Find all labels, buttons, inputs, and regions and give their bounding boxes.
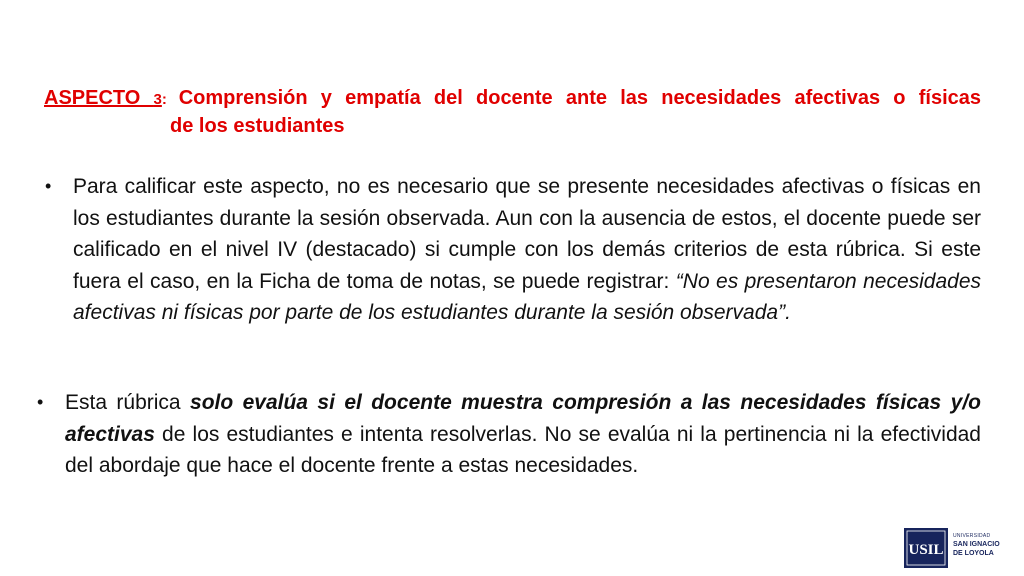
bullet-2-emphasis: solo evalúa si el docente muestra compresión a las necesidades físicas y/o afectivas	[65, 391, 981, 446]
aspect-prefix: ASPECTO	[44, 87, 154, 109]
bullet-dot: •	[37, 392, 44, 412]
bullet-1-quote: “No es presentaron necesidades afectivas ni físicas por parte de los estudiantes durante la sesión observada”.	[73, 269, 982, 324]
bullet-1-text: Para calificar este aspecto, no es necesario que se presente necesidades afectivas o físicas en los estudiantes durante la sesión observada. Aun con la ausencia de estos, el docente puede ser calificado en el nivel IV (destacado) si cumple con los demás criterios de esta rúbrica. Si este fuera el caso, en la Ficha de toma de notas, se puede registrar:	[73, 175, 981, 293]
usil-logo-text	[953, 533, 1009, 558]
bullet-2-after: de los estudiantes e intenta resolverlas. No se evalúa ni la pertinencia ni la efectividad del abordaje que hace el docente frente a estas necesidades.	[65, 422, 981, 477]
aspect-colon: :	[161, 91, 179, 108]
aspect-title-line1: Comprensión y empatía del docente ante las necesidades afectivas o físicas	[178, 87, 981, 109]
bullet-1	[45, 171, 982, 329]
usil-logo-mark	[904, 528, 948, 568]
usil-mark-text: USIL	[908, 542, 944, 558]
logo-line1: UNIVERSIDAD	[953, 533, 991, 539]
usil-logo	[904, 528, 1008, 568]
usil-emblem-icon	[904, 528, 948, 568]
aspect-heading	[44, 84, 981, 114]
aspect-label	[44, 87, 162, 109]
logo-line3: DE LOYOLA	[953, 550, 994, 557]
aspect-number: 3	[153, 91, 162, 108]
bullet-2-before: Esta rúbrica	[65, 391, 191, 414]
bullet-dot: •	[45, 176, 52, 196]
logo-line2: SAN IGNACIO	[953, 541, 1000, 548]
aspect-title-line2: de los estudiantes	[170, 115, 345, 137]
bullet-2	[37, 387, 981, 482]
